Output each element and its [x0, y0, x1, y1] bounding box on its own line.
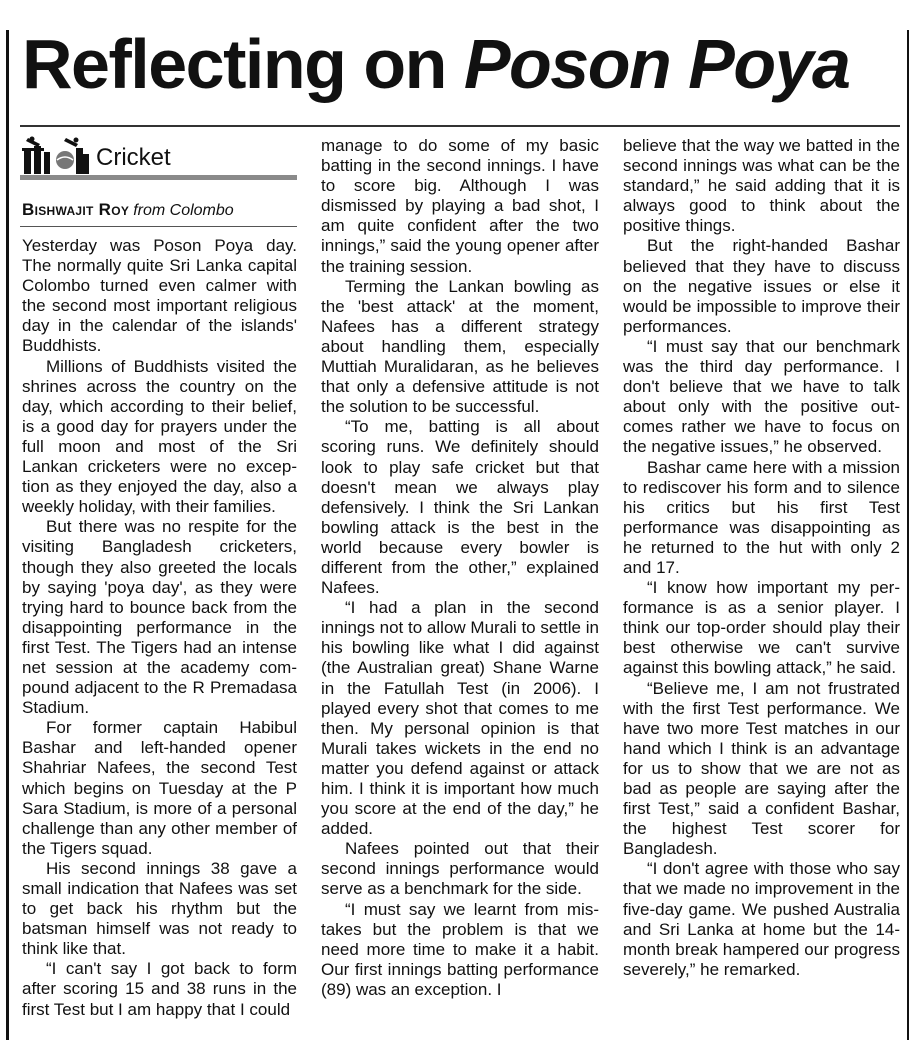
paragraph: “I can't say I got back to form after scoring 15 and 38 runs in the first Test but I am happy that I could: [22, 959, 297, 1019]
section-label: Cricket: [96, 144, 171, 171]
paragraph: “Believe me, I am not frustrated with the first Test performance. We have two more Test matches in our hand which I think is an advantage for us to show that we are not as bad as people are saying after the first Test,” said a confident Bashar, the highest Test scorer for Bangladesh.: [623, 678, 900, 859]
paragraph: But the right-handed Bashar believed that they have to discuss on the negative issues or else it would be impossible to improve their performances.: [623, 236, 900, 336]
section-bar: [20, 175, 297, 180]
cricket-bats-ball-icon: [20, 136, 92, 176]
paragraph: manage to do some of my basic batting in the second innings. I have to score big. Although I was dismissed by playing a bad shot, I am quite confident after the two innings,” said the young opener after the training session.: [321, 136, 599, 276]
article-column-3: [623, 136, 900, 980]
headline-text: Reflecting on: [22, 25, 446, 103]
dateline: from Colombo: [133, 202, 234, 219]
headline-rule: [20, 125, 900, 127]
headline-italic-text: Poson Poya: [463, 25, 850, 103]
section-header: [20, 136, 297, 180]
paragraph: Millions of Buddhists visited the shrines across the country on the day, which according to their belief, is a good day for prayers under the full moon and most of the Sri Lankan cricketers were no exception as they enjoyed the day, also a weekly holiday, with their families.: [22, 356, 297, 517]
paragraph: Yesterday was Poson Poya day. The normally quite Sri Lanka capital Colombo turned even calmer with the second most important religious day in the calendar of the islands' Buddhists.: [22, 236, 297, 356]
paragraph: “I must say we learnt from mistakes but the problem is that we need more time to make it a habit. Our first innings batting performance (89) was an exception. I: [321, 899, 599, 999]
headline: [22, 20, 849, 108]
paragraph: But there was no respite for the visiting Bangladesh cricketers, though they also greeted the locals by saying 'poya day', as they were trying hard to bounce back from the disappointing performance in the first Test. The Tigers had an intense net session at the academy compound adjacent to the R Premadasa Stadium.: [22, 517, 297, 718]
right-column-rule: [907, 30, 909, 1040]
article-column-1: [22, 236, 297, 1020]
paragraph: “I must say that our benchmark was the third day performance. I don't believe that we have to talk about only with the positive outcomes rather we have to focus on the negative issues,” he observed.: [623, 336, 900, 457]
byline: [22, 200, 297, 221]
paragraph: “I don't agree with those who say that we made no improvement in the five-day game. We pushed Australia and Sri Lanka at home but the 14-month break hampered our progress severely,” he remarked.: [623, 859, 900, 979]
paragraph: believe that the way we batted in the second innings was what can be the standard,” he said adding that it is always good to think about the positive things.: [623, 136, 900, 236]
paragraph: For former captain Habibul Bashar and left-handed opener Shahriar Nafees, the second Test which begins on Tuesday at the P Sara Stadium, is more of a personal challenge than any other member of the Tigers squad.: [22, 718, 297, 858]
paragraph: “To me, batting is all about scoring runs. We definitely should look to play safe cricket but that doesn't mean we always play defensively. I think the Sri Lankan bowling attack is the best in the world because every bowler is different from the other,” explained Nafees.: [321, 417, 599, 598]
paragraph: Nafees pointed out that their second innings performance would serve as a benchmark for the side.: [321, 839, 599, 899]
author-name: Bishwajit Roy: [22, 200, 130, 219]
article-column-2: [321, 136, 599, 1000]
paragraph: “I had a plan in the second innings not to allow Murali to settle in his bowling like what I did against (the Australian great) Shane Warne in the Fatullah Test (in 2006). I played every shot that comes to me then. My personal opinion is that Murali takes wickets in the end no matter you defend against or attack him. I think it is important how much you score at the end of the day,” he added.: [321, 598, 599, 839]
byline-rule: [20, 226, 297, 227]
paragraph: His second innings 38 gave a small indication that Nafees was set to get back his rhythm but the batsman himself was not ready to think like that.: [22, 858, 297, 959]
paragraph: Terming the Lankan bowling as the 'best attack' at the moment, Nafees has a different strategy about handling them, especially Muttiah Muralidaran, as he believes that only a defensive attitude is not the solution to be successful.: [321, 276, 599, 417]
left-column-rule: [6, 30, 9, 1040]
paragraph: “I know how important my performance is as a senior player. I think our top-order should play their best otherwise we can't survive against this bowling attack,” he said.: [623, 578, 900, 678]
paragraph: Bashar came here with a mission to rediscover his form and to silence his critics but his first Test performance was disappointing as he returned to the hut with only 2 and 17.: [623, 457, 900, 577]
